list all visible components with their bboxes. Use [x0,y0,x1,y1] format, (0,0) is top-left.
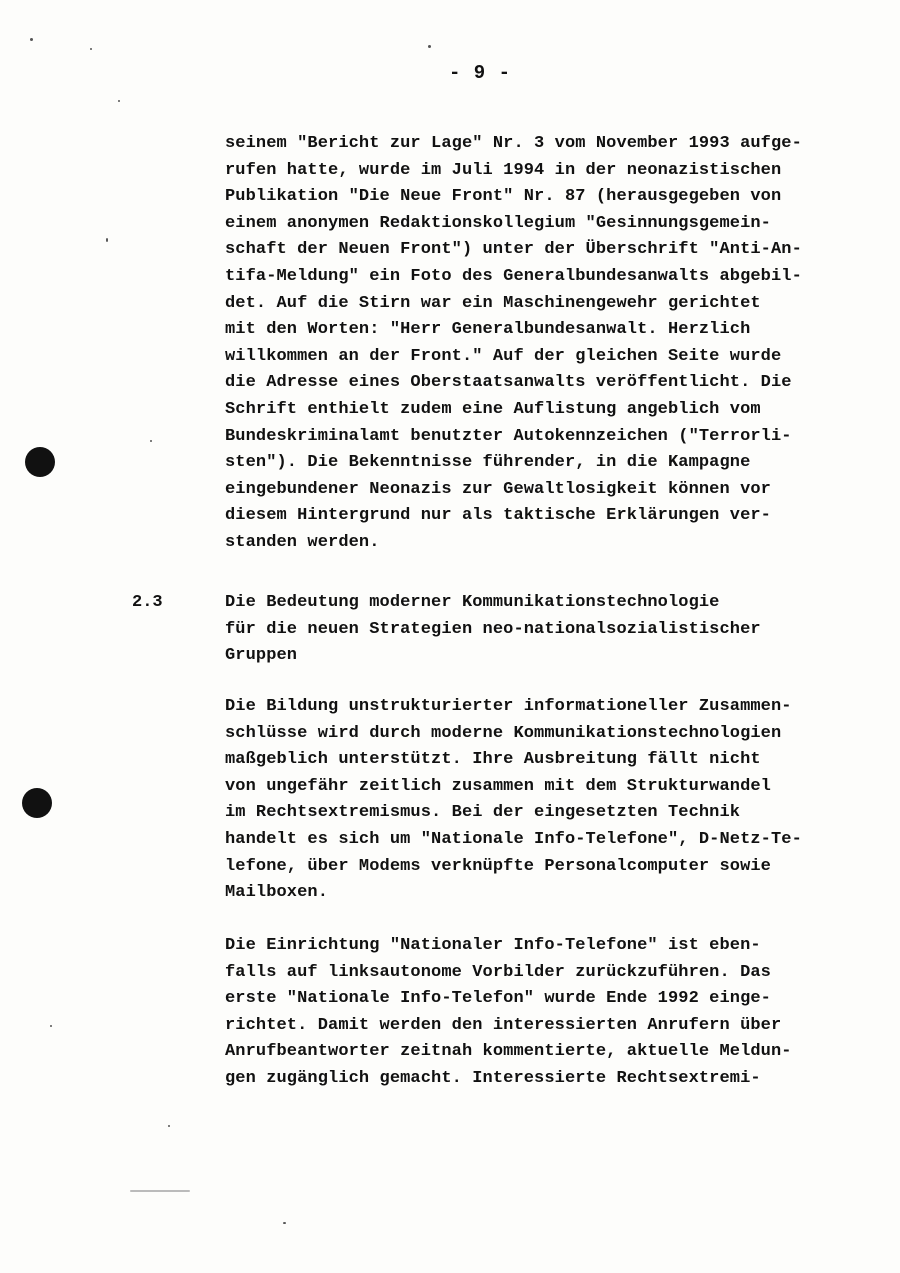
text-line: lefone, über Modems verknüpfte Personalcomputer sowie [225,856,771,876]
text-line: handelt es sich um "Nationale Info-Telefone", D-Netz-Te- [225,829,802,849]
text-line: maßgeblich unterstützt. Ihre Ausbreitung fällt nicht [225,750,761,770]
text-line: Bundeskriminalamt benutzter Autokennzeichen ("Terrorli- [225,426,792,446]
text-line: tifa-Meldung" ein Foto des Generalbundesanwalts abgebil- [225,266,802,286]
text-line: mit den Worten: "Herr Generalbundesanwalt. Herzlich [225,320,751,340]
text-line: eingebundener Neonazis zur Gewaltlosigkeit können vor [225,479,771,499]
section-heading [225,590,865,670]
text-line: rufen hatte, wurde im Juli 1994 in der neonazistischen [225,160,782,180]
text-line: schaft der Neuen Front") unter der Überschrift "Anti-An- [225,240,802,260]
text-line: standen werden. [225,532,380,552]
text-line: schlüsse wird durch moderne Kommunikationstechnologien [225,723,782,743]
punch-hole-bottom [22,788,52,818]
text-line: Schrift enthielt zudem eine Auflistung angeblich vom [225,399,761,419]
text-line: Publikation "Die Neue Front" Nr. 87 (herausgegeben von [225,187,782,207]
text-line: die Adresse eines Oberstaatsanwalts veröffentlicht. Die [225,373,792,393]
paragraph-2 [225,694,865,907]
scan-speck [50,1025,52,1027]
heading-line: Die Bedeutung moderner Kommunikationstechnologie [225,593,720,612]
heading-line: Gruppen [225,646,298,666]
text-line: seinem "Bericht zur Lage" Nr. 3 vom November 1993 aufge- [225,134,802,153]
text-line: sten"). Die Bekenntnisse führender, in die Kampagne [225,453,751,473]
scan-speck [283,1222,286,1224]
text-line: erste "Nationale Info-Telefon" wurde Ende 1992 einge- [225,989,771,1009]
punch-hole-top [25,447,55,477]
text-line: Die Einrichtung "Nationaler Info-Telefone" ist eben- [225,936,761,955]
scan-speck [150,440,152,442]
paragraph-1 [225,131,865,557]
text-line: Mailboxen. [225,883,329,903]
scan-speck [118,100,120,102]
text-line: Die Bildung unstrukturierter informationeller Zusammen- [225,697,792,716]
scan-speck [168,1125,170,1127]
text-line: von ungefähr zeitlich zusammen mit dem Strukturwandel [225,776,771,796]
scan-speck [106,238,108,242]
text-line: Anrufbeantworter zeitnah kommentierte, aktuelle Meldun- [225,1042,792,1062]
scan-speck [428,45,431,48]
scan-speck [30,38,33,41]
paragraph-3 [225,933,865,1093]
text-line: gen zugänglich gemacht. Interessierte Rechtsextremi- [225,1068,761,1088]
text-line: det. Auf die Stirn war ein Maschinengewehr gerichtet [225,293,761,313]
scan-speck [90,48,92,50]
section-number: 2.3 [132,593,163,612]
scan-smudge [130,1190,190,1192]
text-line: richtet. Damit werden den interessierten Anrufern über [225,1015,782,1035]
page-number: - 9 - [448,62,511,84]
text-line: diesem Hintergrund nur als taktische Erklärungen ver- [225,506,771,526]
text-line: im Rechtsextremismus. Bei der eingesetzten Technik [225,803,741,823]
heading-line: für die neuen Strategien neo-nationalsozialistischer [225,619,761,639]
text-line: falls auf linksautonome Vorbilder zurückzuführen. Das [225,962,771,982]
text-line: willkommen an der Front." Auf der gleichen Seite wurde [225,346,782,366]
text-line: einem anonymen Redaktionskollegium "Gesinnungsgemein- [225,213,771,233]
